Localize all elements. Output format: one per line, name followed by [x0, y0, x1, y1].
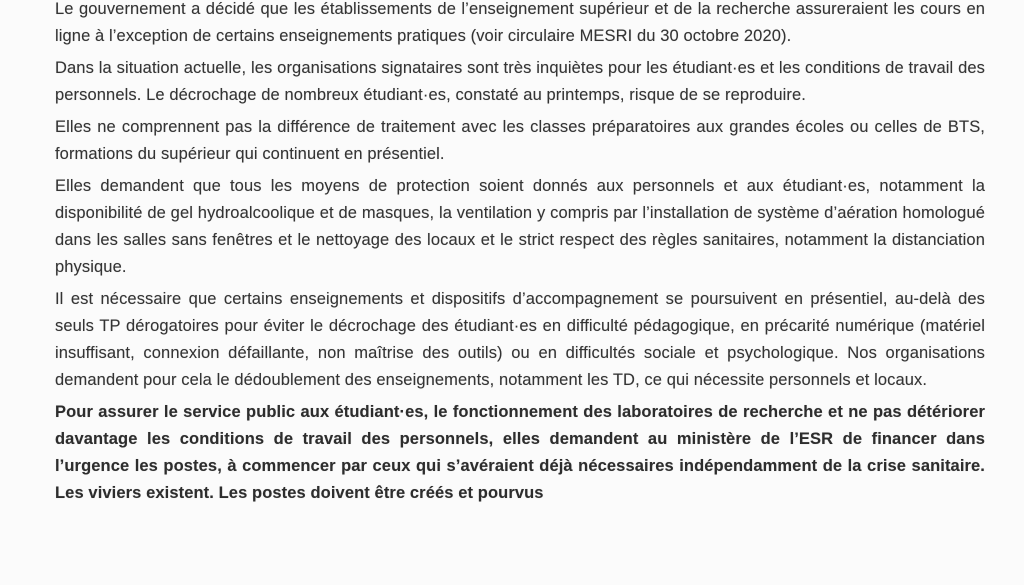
- paragraph-difference-treatment: Elles ne comprennent pas la différence de traitement avec les classes préparatoires aux grandes écoles ou celles de BTS, formations du supérieur qui continuent en présentiel.: [55, 118, 985, 163]
- paragraph-protection-demands: Elles demandent que tous les moyens de protection soient donnés aux personnels et aux étudiant·es, notamment la disponibilité de gel hydroalcoolique et de masques, la ventilation y compris par l’installation de système d’aération homologué dans les salles sans fenêtres et le nettoyage des locaux et le strict respect des règles sanitaires, notamment la distanciation physique.: [55, 177, 985, 276]
- paragraph-funding-demand-bold: Pour assurer le service public aux étudiant·es, le fonctionnement des laboratoires de recherche et ne pas détériorer davantage les conditions de travail des personnels, elles demandent au ministère de l’ESR de financer dans l’urgence les postes, à commencer par ceux qui s’avéraient déjà nécessaires indépendamment de la crise sanitaire. Les viviers existent. Les postes doivent être créés et pourvus: [55, 403, 985, 502]
- paragraph-current-situation: Dans la situation actuelle, les organisations signataires sont très inquiètes pour les étudiant·es et les conditions de travail des personnels. Le décrochage de nombreux étudiant·es, constaté au printemps, risque de se reproduire.: [55, 59, 985, 104]
- paragraph-presentiel-necessity: Il est nécessaire que certains enseignements et dispositifs d’accompagnement se poursuivent en présentiel, au-delà des seuls TP dérogatoires pour éviter le décrochage des étudiant·es en difficulté pédagogique, en précarité numérique (matériel insuffisant, connexion défaillante, non maîtrise des outils) ou en difficultés sociale et psychologique. Nos organisations demandent pour cela le dédoublement des enseignements, notamment les TD, ce qui nécessite personnels et locaux.: [55, 290, 985, 389]
- paragraph-government-decision: Le gouvernement a décidé que les établissements de l’enseignement supérieur et de la recherche assureraient les cours en ligne à l’exception de certains enseignements pratiques (voir circulaire MESRI du 30 octobre 2020).: [55, 0, 985, 45]
